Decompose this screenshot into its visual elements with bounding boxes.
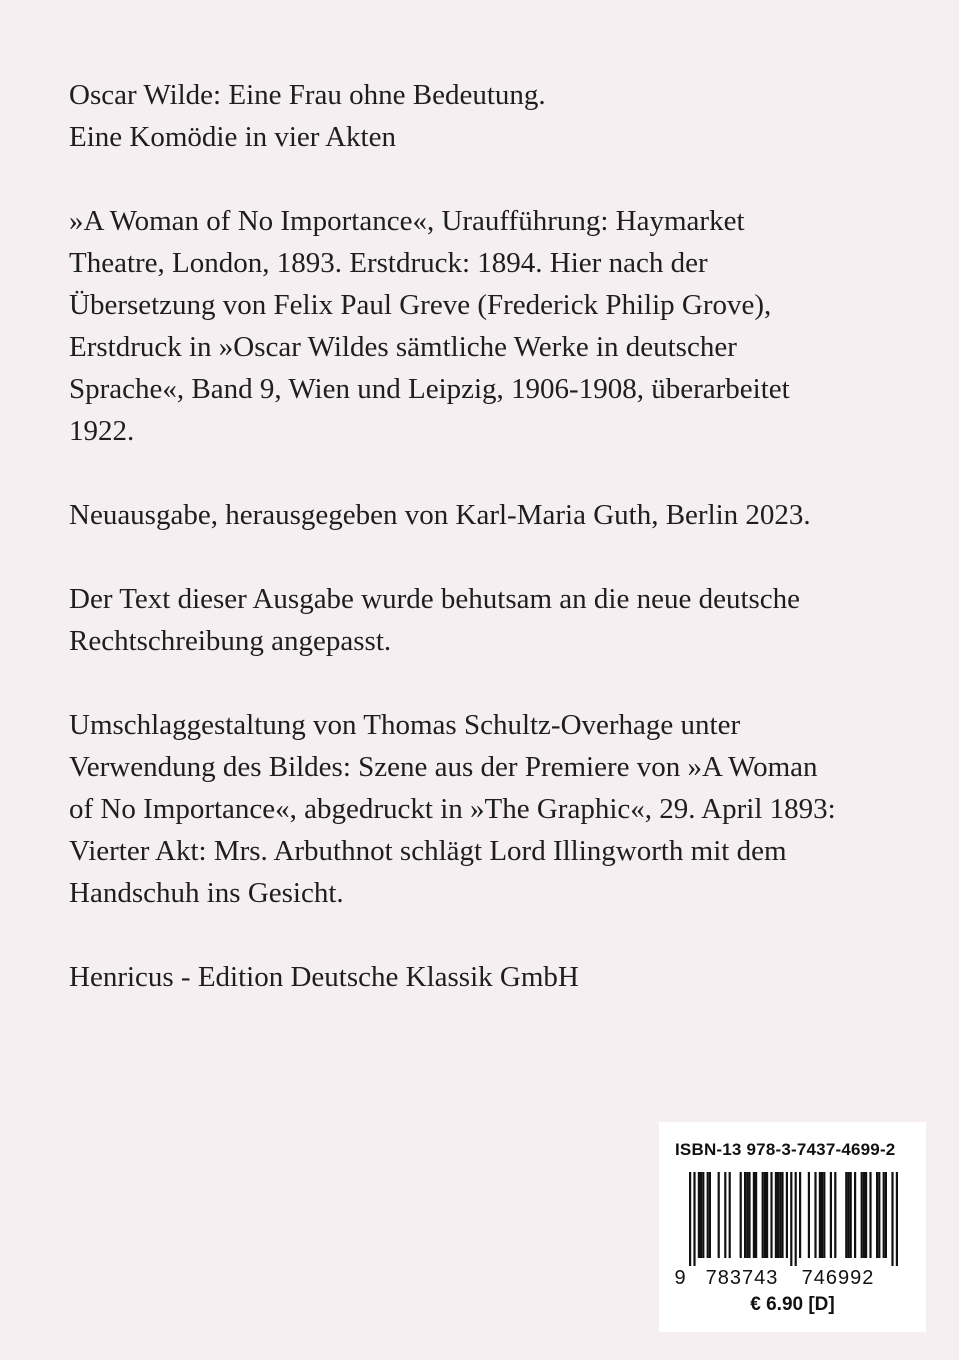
publisher-paragraph xyxy=(69,956,899,998)
barcode-bar xyxy=(830,1172,832,1258)
edition-paragraph xyxy=(69,494,899,536)
barcode-bar xyxy=(869,1172,871,1258)
barcode-bar xyxy=(762,1172,764,1258)
cover-design-paragraph xyxy=(69,704,899,914)
barcode-bar xyxy=(718,1172,720,1258)
barcode-guard-bar xyxy=(693,1172,695,1266)
barcode-bar xyxy=(729,1172,731,1258)
barcode-guard-bar xyxy=(795,1172,797,1266)
imprint-text xyxy=(69,74,899,998)
text-line: Der Text dieser Ausgabe wurde behutsam an die neue deutsche xyxy=(69,583,801,615)
barcode-bar xyxy=(819,1172,821,1258)
barcode-bar xyxy=(766,1172,768,1258)
text-line: Übersetzung von Felix Paul Greve (Frederick Philip Grove), xyxy=(69,289,772,321)
text-line: Vierter Akt: Mrs. Arbuthnot schlägt Lord Illingworth mit dem xyxy=(69,835,787,867)
isbn-label: ISBN-13 978-3-7437-4699-2 xyxy=(675,1140,896,1159)
barcode-bar xyxy=(700,1172,702,1258)
price-label: € 6.90 [D] xyxy=(750,1294,835,1315)
barcode-bar xyxy=(781,1172,783,1258)
barcode-bar xyxy=(834,1172,836,1258)
barcode-digits-left: 783743 xyxy=(705,1267,779,1289)
barcode-image xyxy=(673,1172,913,1290)
barcode-bar xyxy=(821,1172,823,1258)
barcode-bar xyxy=(808,1172,810,1258)
barcode-bar xyxy=(885,1172,887,1258)
barcode-box xyxy=(659,1122,926,1332)
barcode-bar xyxy=(847,1172,849,1258)
text-line: Sprache«, Band 9, Wien und Leipzig, 1906-1908, überarbeitet xyxy=(69,373,790,405)
barcode-guard-bar xyxy=(689,1172,691,1266)
barcode-bar xyxy=(746,1172,748,1258)
barcode-digit-first: 9 xyxy=(674,1267,686,1289)
barcode-bar xyxy=(707,1172,709,1258)
barcode-bar xyxy=(814,1172,816,1258)
text-line: Theatre, London, 1893. Erstdruck: 1894. Hier nach der xyxy=(69,247,708,279)
barcode-guard-bar xyxy=(891,1172,893,1266)
barcode-bar xyxy=(755,1172,757,1258)
barcode-bar xyxy=(748,1172,750,1258)
text-line: Erstdruck in »Oscar Wildes sämtliche Werke in deutscher xyxy=(69,331,737,363)
barcode-bar xyxy=(702,1172,704,1258)
barcode-bar xyxy=(744,1172,746,1258)
source-paragraph xyxy=(69,200,899,452)
barcode-bar xyxy=(698,1172,700,1258)
barcode-bar xyxy=(845,1172,847,1258)
barcode-bar xyxy=(777,1172,779,1258)
orthography-paragraph xyxy=(69,578,899,662)
text-line: Handschuh ins Gesicht. xyxy=(69,877,344,909)
text-line: Rechtschreibung angepasst. xyxy=(69,625,392,657)
text-line: Henricus - Edition Deutsche Klassik GmbH xyxy=(69,961,579,993)
barcode-bar xyxy=(724,1172,726,1258)
barcode-bar xyxy=(823,1172,825,1258)
title-paragraph xyxy=(69,74,899,158)
barcode-bar xyxy=(779,1172,781,1258)
barcode-bar xyxy=(775,1172,777,1258)
barcode-bar xyxy=(854,1172,856,1258)
barcode-bar xyxy=(799,1172,801,1258)
barcode-digits-right: 746992 xyxy=(801,1267,875,1289)
barcode-bars xyxy=(689,1172,898,1266)
barcode-bar xyxy=(863,1172,865,1258)
text-line: Neuausgabe, herausgegeben von Karl-Maria Guth, Berlin 2023. xyxy=(69,499,811,531)
barcode-bar xyxy=(709,1172,711,1258)
barcode-bar xyxy=(770,1172,772,1258)
barcode-bar xyxy=(876,1172,878,1258)
text-line: Oscar Wilde: Eine Frau ohne Bedeutung. xyxy=(69,79,546,111)
barcode-bar xyxy=(740,1172,742,1258)
text-line: 1922. xyxy=(69,415,135,447)
barcode-guard-bar xyxy=(896,1172,898,1266)
barcode-bar xyxy=(850,1172,852,1258)
text-line: Umschlaggestaltung von Thomas Schultz-Overhage unter xyxy=(69,709,741,741)
text-line: »A Woman of No Importance«, Uraufführung: Haymarket xyxy=(69,205,745,237)
barcode-bar xyxy=(861,1172,863,1258)
text-line: of No Importance«, abgedruckt in »The Graphic«, 29. April 1893: xyxy=(69,793,836,825)
barcode-bar xyxy=(764,1172,766,1258)
text-line: Verwendung des Bildes: Szene aus der Premiere von »A Woman xyxy=(69,751,818,783)
barcode-bar xyxy=(786,1172,788,1258)
barcode-guard-bar xyxy=(790,1172,792,1266)
barcode-bar xyxy=(883,1172,885,1258)
text-line: Eine Komödie in vier Akten xyxy=(69,121,396,153)
barcode-bar xyxy=(865,1172,867,1258)
barcode-bar xyxy=(753,1172,755,1258)
barcode-bar xyxy=(878,1172,880,1258)
